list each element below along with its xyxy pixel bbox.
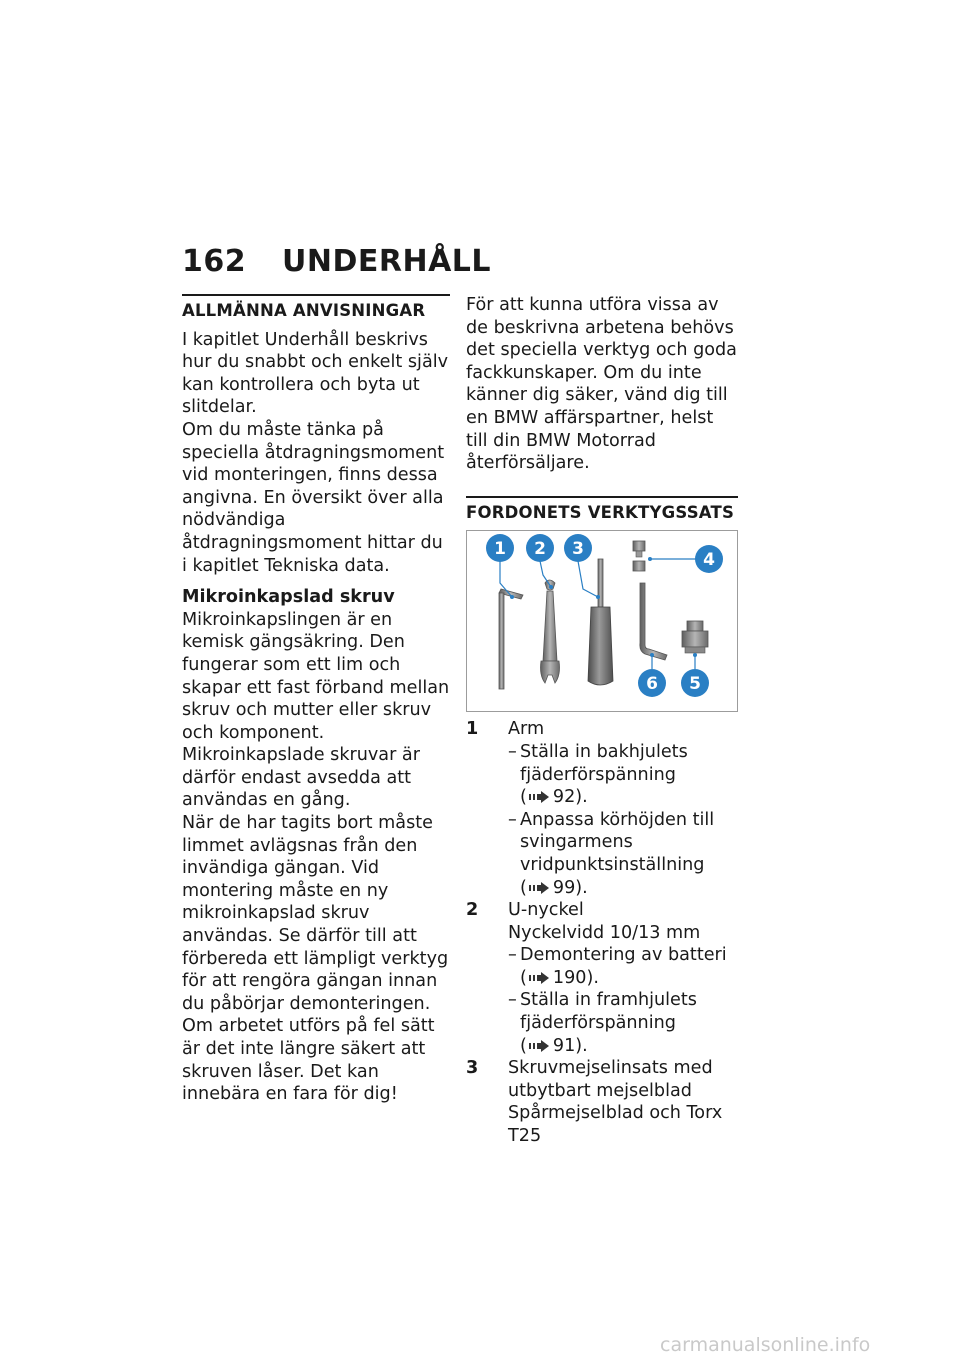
tool-screwdriver — [588, 559, 613, 685]
item-number: 1 — [466, 719, 479, 740]
svg-text:5: 5 — [689, 674, 701, 695]
paragraph: I kapitlet Underhåll beskrivs hur du snabbt och enkelt själv kan kontrollera och byta ut slitdelar. — [182, 329, 449, 418]
page-reference-arrow-icon — [529, 972, 551, 984]
svg-text:6: 6 — [646, 674, 658, 695]
tool-bits — [633, 541, 645, 571]
item-number: 2 — [466, 900, 479, 921]
chapter-title: UNDERHÅLL — [282, 244, 492, 279]
page-reference: ( 92). — [520, 787, 588, 808]
paragraph: När de har tagits bort måste limmet avlägsnas från den invändiga gängan. Vid montering måste en ny mikroinkapslad skruv användas. Se därför till att förbereda ett lämpligt verktyg för att rengöra gängan innan du påbörjar demonteringen. Om arbetet utförs på fel sätt är det inte längre säkert att skruven låser. Det kan innebära en fara för dig! — [182, 813, 449, 1105]
tool-wrench — [541, 580, 560, 683]
item-title: Skruvmejselinsats med utbytbart mejselblad — [508, 1058, 713, 1101]
page-reference: ( 99). — [520, 877, 588, 898]
item-title: U-nyckel — [508, 900, 584, 921]
usage-entry: – Ställa in bakhjulets fjäderförspänning ( 92). — [508, 741, 688, 808]
svg-text:1: 1 — [494, 539, 506, 560]
toolkit-illustration — [467, 531, 737, 711]
page-reference-arrow-icon — [529, 882, 551, 894]
usage-entry: – Ställa in framhjulets fjäderförspänning ( 91). — [508, 990, 697, 1056]
paragraph-intro: För att kunna utföra vissa av de beskrivna arbetena behövs det speciella verktyg och goda fackkunskaper. Om du inte känner dig säker, vänd dig till en BMW affärspartner, helst till din BMW Motorrad återförsäljare. — [466, 295, 737, 474]
page-reference: ( 190). — [520, 967, 599, 988]
page-reference-arrow-icon — [529, 791, 551, 803]
tool-list-item — [466, 718, 738, 899]
svg-text:2: 2 — [534, 539, 546, 560]
watermark: carmanualsonline.info — [660, 1334, 871, 1356]
tool-list-item — [466, 899, 738, 1057]
tool-arm — [499, 589, 523, 689]
right-column — [466, 294, 738, 1148]
tool-hex-key — [640, 583, 667, 660]
left-column — [182, 294, 450, 1106]
section-title-toolkit: FORDONETS VERKTYGSSATS — [466, 496, 738, 525]
item-detail: Spårmejselblad och Torx T25 — [508, 1103, 723, 1147]
tool-socket — [682, 621, 708, 653]
page-reference: ( 91). — [520, 1035, 588, 1056]
usage-entry: – Demontering av batteri ( 190). — [508, 945, 727, 988]
svg-text:4: 4 — [703, 550, 715, 571]
item-detail: Nyckelvidd 10/13 mm — [508, 922, 701, 943]
usage-entry: – Anpassa körhöjden till svingarmens vridpunktsinställning ( 99). — [508, 809, 715, 898]
tool-list-item — [466, 1057, 738, 1147]
toolkit-figure — [466, 530, 738, 712]
page-reference-arrow-icon — [529, 1040, 551, 1052]
paragraph: Mikroinkapslingen är en kemisk gängsäkring. Den fungerar som ett lim och skapar ett fast förband mellan skruv och mutter eller skruv och komponent. Mikroinkapslade skruvar är därför endast avsedda att användas en gång. — [182, 609, 450, 811]
item-title: Arm — [508, 719, 545, 740]
item-number: 3 — [466, 1058, 479, 1079]
section-title-general: ALLMÄNNA ANVISNINGAR — [182, 294, 450, 323]
page-header — [182, 244, 491, 279]
subheading-micro-encapsulated: Mikroinkapslad skruv — [182, 587, 395, 608]
paragraph: Om du måste tänka på speciella åtdragningsmoment vid monteringen, finns dessa angivna. En översikt över alla nödvändiga åtdragningsmoment hittar du i kapitlet Tekniska data. — [182, 419, 445, 576]
svg-text:3: 3 — [572, 539, 584, 560]
page-number: 162 — [182, 244, 247, 279]
